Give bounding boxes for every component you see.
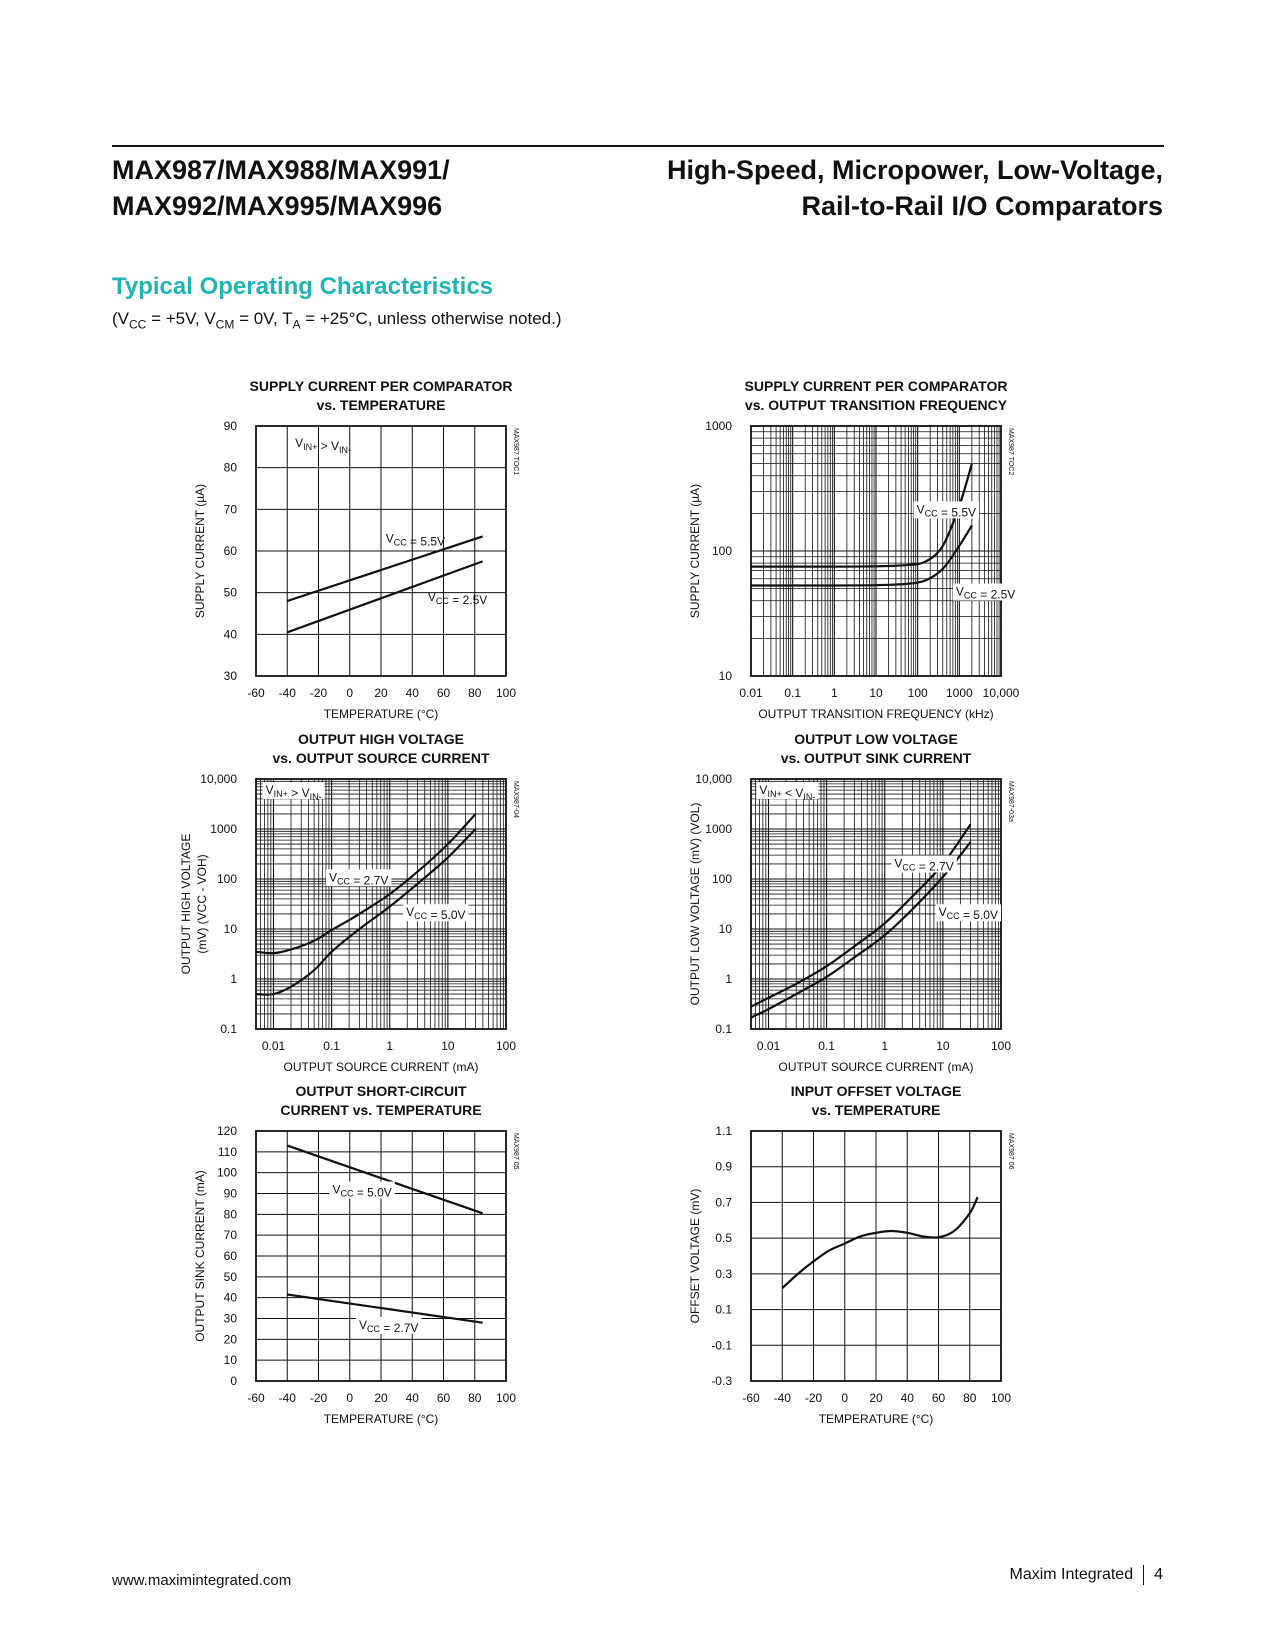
curve-annotation: $V_{CC} = 5.0V$ [406,905,466,923]
x-tick-label: -60 [247,686,265,700]
x-tick-label: 10 [869,686,883,700]
x-tick-label: -40 [278,686,296,700]
footer-company-name: Maxim Integrated [1009,1566,1134,1583]
x-tick-label: 100 [907,686,928,700]
y-tick-label: 90 [223,419,237,433]
part-numbers-line1: MAX987/MAX988/MAX991/ [112,155,450,185]
x-tick-label: 1 [386,1039,394,1053]
x-tick-label: 0 [346,686,354,700]
y-tick-label: 0 [230,1374,237,1388]
x-axis-label: OUTPUT TRANSITION FREQUENCY (kHz) [758,707,994,721]
footer-company [1009,1565,1163,1585]
series-line [782,1197,977,1288]
x-tick-label: 10 [441,1039,455,1053]
chart-title: SUPPLY CURRENT PER COMPARATOR [744,378,1008,394]
x-tick-label: 0.1 [323,1039,340,1053]
x-tick-label: 40 [405,1391,419,1405]
y-tick-label: 0.1 [715,1022,732,1036]
x-axis-label: OUTPUT SOURCE CURRENT (mA) [283,1060,479,1074]
x-tick-label: 100 [495,1391,517,1405]
y-tick-label: 100 [216,872,237,886]
y-tick-label: 30 [223,1311,237,1326]
curve-annotation: $V_{IN+} > V_{IN-}$ [295,435,352,455]
y-tick-label: 90 [223,1186,237,1201]
document-title [667,152,1163,224]
y-tick-label: 10 [718,922,732,936]
y-tick-label: 10 [223,1353,237,1368]
x-tick-label: 0 [841,1391,849,1405]
curve-annotation: $V_{CC} = 2.5V$ [955,584,1016,602]
x-tick-label: -20 [309,1391,328,1405]
y-tick-label: 30 [223,669,237,683]
x-tick-label: 60 [436,686,451,700]
x-tick-label: -60 [742,1391,760,1405]
y-tick-label: 60 [223,1249,237,1263]
y-tick-label: 0.1 [715,1302,732,1317]
y-axis-label: OUTPUT HIGH VOLTAGE [179,833,193,975]
y-tick-label: 70 [223,1228,237,1243]
figure-code: MAX987 05 [512,1133,519,1170]
chart-title: vs. OUTPUT TRANSITION FREQUENCY [744,397,1008,413]
x-axis-label: TEMPERATURE (°C) [323,1412,439,1426]
x-tick-label: 10,000 [982,686,1020,700]
x-tick-label: 80 [468,686,482,700]
x-tick-label: 0.01 [261,1039,286,1053]
x-tick-label: 0 [346,1391,354,1405]
x-tick-label: 80 [963,1391,977,1405]
y-tick-label: 120 [216,1124,237,1138]
x-tick-label: 60 [436,1391,451,1405]
x-tick-label: 100 [495,1039,517,1053]
y-axis-label: (mV) (VCC - VOH) [195,854,209,954]
curve-annotation: $V_{CC} = 5.0V$ [332,1182,392,1200]
grid [751,779,1001,1029]
x-tick-label: 1 [881,1039,889,1053]
y-tick-label: 50 [223,585,237,600]
x-tick-label: 1000 [945,686,973,700]
y-axis-label: SUPPLY CURRENT (µA) [688,483,702,619]
y-tick-label: 50 [223,1269,237,1284]
y-tick-label: 60 [223,544,237,558]
x-tick-label: -40 [773,1391,791,1405]
y-tick-label: 1 [230,972,237,986]
y-tick-label: 20 [223,1332,237,1347]
curve-annotation: $V_{CC} = 2.7V$ [359,1317,419,1335]
x-axis-label: TEMPERATURE (°C) [818,1412,934,1426]
x-tick-label: 10 [936,1039,950,1053]
y-tick-label: 1000 [210,822,237,836]
figure-code: MAX987 TOC2 [1007,428,1014,476]
chart-title: vs. OUTPUT SINK CURRENT [780,750,972,766]
x-tick-label: 100 [990,1039,1012,1053]
y-tick-label: 0.5 [715,1231,732,1246]
chart-input-offset-voltage [605,1075,1225,1437]
y-tick-label: 110 [217,1144,237,1159]
x-tick-label: -20 [804,1391,823,1405]
y-tick-label: 80 [223,1207,237,1222]
chart-output-low-voltage [605,723,1225,1085]
figure-code: MAX987 TOC1 [512,428,519,476]
y-tick-label: -0.1 [711,1338,732,1353]
curve-annotation: $V_{IN+} < V_{IN-}$ [759,783,816,803]
y-tick-label: 0.7 [715,1195,732,1210]
part-numbers-line2: MAX992/MAX995/MAX996 [112,191,443,221]
figure-code: MAX987-04 [512,781,519,818]
curve-annotation: $V_{CC} = 2.7V$ [328,870,389,888]
x-tick-label: -60 [247,1391,265,1405]
x-tick-label: 60 [931,1391,946,1405]
y-axis-label: OUTPUT LOW VOLTAGE (mV) (VOL) [688,802,702,1006]
y-tick-label: 100 [711,544,732,558]
chart-title: vs. TEMPERATURE [316,397,446,413]
chart-svg [605,723,1225,1085]
x-tick-label: 100 [990,1391,1012,1405]
grid [256,1131,506,1381]
y-tick-label: 1.1 [715,1124,732,1138]
x-tick-label: 40 [900,1391,914,1405]
x-axis-label: TEMPERATURE (°C) [323,707,439,721]
x-tick-label: 0.1 [784,686,802,700]
x-axis-label: OUTPUT SOURCE CURRENT (mA) [778,1060,974,1074]
grid [256,779,506,1029]
chart-title: OUTPUT HIGH VOLTAGE [298,731,464,747]
y-tick-label: 1 [725,972,732,986]
x-tick-label: -20 [309,686,328,700]
curve-annotation: $V_{CC} = 2.7V$ [894,856,954,874]
curve-annotation: $V_{CC} = 5.0V$ [938,905,999,923]
x-tick-label: 40 [405,686,419,700]
y-axis-label: OFFSET VOLTAGE (mV) [688,1188,702,1324]
y-tick-label: 80 [223,460,237,475]
document-title-line1: High-Speed, Micropower, Low-Voltage, [666,155,1163,185]
grid [751,1131,1001,1381]
x-tick-label: 100 [495,686,517,700]
figure-code: MAX987-03a [1007,781,1014,822]
section-title: Typical Operating Characteristics [112,273,494,300]
y-tick-label: 10 [223,922,237,936]
chart-title: OUTPUT SHORT-CIRCUIT [295,1083,467,1099]
chart-svg [605,1075,1225,1437]
footer-divider [1143,1565,1144,1585]
chart-title: INPUT OFFSET VOLTAGE [790,1083,962,1099]
chart-title: OUTPUT LOW VOLTAGE [794,731,958,747]
y-tick-label: 10,000 [695,772,732,786]
y-tick-label: 40 [223,627,237,642]
y-tick-label: 100 [711,872,732,886]
curve-annotation: $V_{CC} = 5.5V$ [916,502,977,520]
part-numbers [112,152,450,224]
y-tick-label: 100 [216,1165,237,1180]
y-tick-label: 0.1 [220,1022,237,1036]
x-tick-label: 0.01 [756,1039,781,1053]
x-tick-label: 80 [468,1391,482,1405]
chart-svg [605,370,1225,732]
x-tick-label: 20 [869,1391,883,1405]
chart-title: vs. OUTPUT SOURCE CURRENT [272,750,490,766]
footer-url[interactable]: www.maximintegrated.com [112,1572,292,1589]
grid [256,426,506,676]
y-tick-label: 70 [223,502,237,517]
curve-annotation: $V_{CC} = 2.5V$ [427,590,488,607]
y-tick-label: 40 [223,1290,237,1305]
grid [751,426,1001,676]
x-tick-label: -40 [278,1391,296,1405]
x-tick-label: 20 [374,1391,388,1405]
y-tick-label: 0.9 [715,1159,732,1174]
curve-annotation: $V_{IN+} > V_{IN-}$ [265,783,322,803]
header-rule [112,145,1164,147]
series-line [287,1146,482,1214]
chart-title: CURRENT vs. TEMPERATURE [280,1102,482,1118]
x-tick-label: 0.01 [739,686,763,700]
chart-title: vs. TEMPERATURE [811,1102,941,1118]
y-tick-label: -0.3 [711,1374,732,1388]
y-tick-label: 10 [718,669,732,683]
x-tick-label: 1 [830,686,838,700]
y-tick-label: 1000 [705,822,732,836]
y-tick-label: 10,000 [200,772,237,786]
chart-title: SUPPLY CURRENT PER COMPARATOR [249,378,513,394]
y-axis-label: OUTPUT SINK CURRENT (mA) [193,1170,207,1342]
document-title-line2: Rail-to-Rail I/O Comparators [801,191,1163,221]
series-line [287,536,482,601]
curve-annotation: $V_{CC} = 5.5V$ [385,531,446,549]
x-tick-label: 0.1 [818,1039,835,1053]
y-axis-label: SUPPLY CURRENT (µA) [193,483,207,619]
y-tick-label: 1000 [705,419,732,433]
page-number: 4 [1154,1566,1163,1583]
y-tick-label: 0.3 [715,1266,732,1281]
test-conditions: ($V_{CC} = +5V$, $V_{CM} = 0V$, $T_A = +25^\circ C$, unless otherwise noted.) [112,309,562,332]
x-tick-label: 20 [374,686,388,700]
figure-code: MAX987 06 [1007,1133,1014,1170]
series-line [751,526,972,586]
chart-supply-current-vs-frequency [605,370,1225,732]
